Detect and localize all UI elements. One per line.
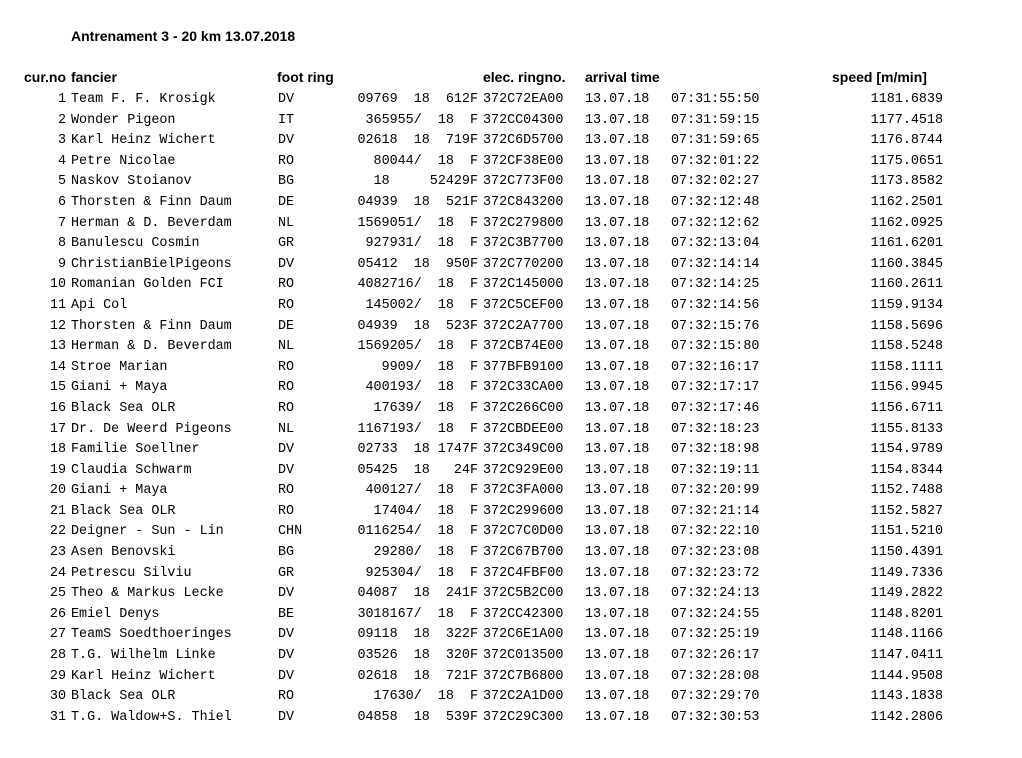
arrival-date: 13.07.18 — [585, 421, 650, 437]
fancier-name: Black Sea OLR — [71, 689, 176, 705]
arrival-date: 13.07.18 — [585, 565, 650, 581]
row-number: 31 — [49, 709, 66, 725]
arrival-time: 07:32:18:23 — [671, 421, 760, 437]
elec-ringno: 372C2A7700 — [483, 318, 564, 334]
country-code: DV — [278, 648, 295, 664]
column-header-arrival-time: arrival time — [585, 69, 660, 85]
foot-ring: 1167193/ 18 F — [357, 421, 478, 437]
arrival-time: 07:31:59:65 — [671, 133, 760, 149]
country-code: DV — [278, 668, 295, 684]
fancier-name: Romanian Golden FCI — [71, 277, 224, 293]
elec-ringno: 372C349C00 — [483, 442, 564, 458]
arrival-date: 13.07.18 — [585, 483, 650, 499]
table-row — [0, 90, 1022, 111]
foot-ring: 03526 18 320F — [357, 648, 478, 664]
arrival-time: 07:32:16:17 — [671, 359, 760, 375]
country-code: DV — [278, 586, 295, 602]
column-header-no: cur.no — [24, 69, 67, 85]
arrival-date: 13.07.18 — [585, 153, 650, 169]
row-number: 16 — [49, 400, 66, 416]
elec-ringno: 372C3B7700 — [483, 236, 564, 252]
arrival-date: 13.07.18 — [585, 442, 650, 458]
row-number: 2 — [57, 112, 66, 128]
foot-ring: 17630/ 18 F — [373, 689, 478, 705]
arrival-time: 07:31:55:50 — [671, 92, 760, 107]
fancier-name: Giani + Maya — [71, 380, 168, 396]
speed-value: 1149.2822 — [870, 586, 943, 602]
elec-ringno: 372C67B700 — [483, 545, 564, 561]
foot-ring: 04087 18 241F — [357, 586, 478, 602]
table-row — [0, 502, 1022, 523]
speed-value: 1154.9789 — [870, 442, 943, 458]
row-number: 5 — [57, 174, 66, 190]
arrival-time: 07:32:15:76 — [671, 318, 760, 334]
speed-value: 1147.0411 — [870, 648, 943, 664]
fancier-name: Petrescu Silviu — [71, 565, 192, 581]
foot-ring: 1569051/ 18 F — [357, 215, 478, 231]
elec-ringno: 377BFB9100 — [483, 359, 564, 375]
fancier-name: Emiel Denys — [71, 606, 160, 622]
speed-value: 1151.5210 — [870, 524, 943, 540]
country-code: DV — [278, 92, 295, 107]
fancier-name: Petre Nicolae — [71, 153, 176, 169]
foot-ring: 04939 18 523F — [357, 318, 478, 334]
table-row — [0, 234, 1022, 255]
foot-ring: 04939 18 521F — [357, 194, 478, 210]
country-code: GR — [278, 565, 295, 581]
speed-value: 1175.0651 — [870, 153, 943, 169]
speed-value: 1144.9508 — [870, 668, 943, 684]
fancier-name: Claudia Schwarm — [71, 462, 192, 478]
country-code: NL — [278, 421, 295, 437]
arrival-date: 13.07.18 — [585, 462, 650, 478]
fancier-name: T.G. Waldow+S. Thiel — [71, 709, 232, 725]
speed-value: 1149.7336 — [870, 565, 943, 581]
arrival-date: 13.07.18 — [585, 215, 650, 231]
speed-value: 1162.2501 — [870, 194, 943, 210]
country-code: IT — [278, 112, 295, 128]
arrival-time: 07:32:19:11 — [671, 462, 760, 478]
row-number: 6 — [57, 194, 66, 210]
foot-ring: 29280/ 18 F — [373, 545, 478, 561]
row-number: 9 — [57, 256, 66, 272]
arrival-date: 13.07.18 — [585, 92, 650, 107]
speed-value: 1173.8582 — [870, 174, 943, 190]
arrival-time: 07:32:30:53 — [671, 709, 760, 725]
speed-value: 1155.8133 — [870, 421, 943, 437]
foot-ring: 0116254/ 18 F — [357, 524, 478, 540]
speed-value: 1156.9945 — [870, 380, 943, 396]
speed-value: 1148.1166 — [870, 627, 943, 643]
row-number: 12 — [49, 318, 66, 334]
results-table — [0, 90, 1022, 728]
row-number: 18 — [49, 442, 66, 458]
table-row — [0, 152, 1022, 173]
speed-value: 1152.7488 — [870, 483, 943, 499]
country-code: DE — [278, 318, 295, 334]
row-number: 25 — [49, 586, 66, 602]
elec-ringno: 372CC04300 — [483, 112, 564, 128]
country-code: BG — [278, 545, 295, 561]
elec-ringno: 372C773F00 — [483, 174, 564, 190]
arrival-date: 13.07.18 — [585, 709, 650, 725]
arrival-time: 07:32:29:70 — [671, 689, 760, 705]
table-row — [0, 625, 1022, 646]
table-row — [0, 522, 1022, 543]
table-row — [0, 275, 1022, 296]
elec-ringno: 372C299600 — [483, 503, 564, 519]
elec-ringno: 372CC42300 — [483, 606, 564, 622]
fancier-name: Giani + Maya — [71, 483, 168, 499]
arrival-time: 07:32:24:13 — [671, 586, 760, 602]
foot-ring: 02618 18 721F — [357, 668, 478, 684]
arrival-date: 13.07.18 — [585, 359, 650, 375]
table-row — [0, 646, 1022, 667]
arrival-time: 07:32:24:55 — [671, 606, 760, 622]
foot-ring: 1569205/ 18 F — [357, 339, 478, 355]
speed-value: 1150.4391 — [870, 545, 943, 561]
arrival-date: 13.07.18 — [585, 586, 650, 602]
arrival-date: 13.07.18 — [585, 174, 650, 190]
country-code: DV — [278, 133, 295, 149]
speed-value: 1160.2611 — [870, 277, 943, 293]
table-row — [0, 378, 1022, 399]
arrival-date: 13.07.18 — [585, 524, 650, 540]
speed-value: 1143.1838 — [870, 689, 943, 705]
arrival-time: 07:32:15:80 — [671, 339, 760, 355]
arrival-time: 07:32:17:46 — [671, 400, 760, 416]
speed-value: 1158.5696 — [870, 318, 943, 334]
table-row — [0, 605, 1022, 626]
country-code: NL — [278, 339, 295, 355]
fancier-name: Black Sea OLR — [71, 503, 176, 519]
foot-ring: 05425 18 24F — [357, 462, 478, 478]
arrival-time: 07:32:12:48 — [671, 194, 760, 210]
elec-ringno: 372C013500 — [483, 648, 564, 664]
country-code: DV — [278, 256, 295, 272]
foot-ring: 4082716/ 18 F — [357, 277, 478, 293]
speed-value: 1152.5827 — [870, 503, 943, 519]
row-number: 27 — [49, 627, 66, 643]
foot-ring: 925304/ 18 F — [365, 565, 478, 581]
arrival-time: 07:32:13:04 — [671, 236, 760, 252]
arrival-time: 07:32:02:27 — [671, 174, 760, 190]
elec-ringno: 372C266C00 — [483, 400, 564, 416]
elec-ringno: 372C72EA00 — [483, 92, 564, 107]
foot-ring: 09118 18 322F — [357, 627, 478, 643]
speed-value: 1181.6839 — [870, 92, 943, 107]
arrival-date: 13.07.18 — [585, 256, 650, 272]
table-row — [0, 399, 1022, 420]
foot-ring: 927931/ 18 F — [365, 236, 478, 252]
elec-ringno: 372C2A1D00 — [483, 689, 564, 705]
fancier-name: Deigner - Sun - Lin — [71, 524, 224, 540]
fancier-name: Stroe Marian — [71, 359, 168, 375]
fancier-name: Banulescu Cosmin — [71, 236, 200, 252]
country-code: DV — [278, 442, 295, 458]
country-code: GR — [278, 236, 295, 252]
speed-value: 1176.8744 — [870, 133, 943, 149]
country-code: NL — [278, 215, 295, 231]
fancier-name: Karl Heinz Wichert — [71, 668, 216, 684]
fancier-name: Asen Benovski — [71, 545, 176, 561]
foot-ring: 02733 18 1747F — [357, 442, 478, 458]
fancier-name: Naskov Stoianov — [71, 174, 192, 190]
speed-value: 1160.3845 — [870, 256, 943, 272]
elec-ringno: 372C6D5700 — [483, 133, 564, 149]
row-number: 30 — [49, 689, 66, 705]
speed-value: 1162.0925 — [870, 215, 943, 231]
arrival-time: 07:32:26:17 — [671, 648, 760, 664]
row-number: 28 — [49, 648, 66, 664]
fancier-name: Team F. F. Krosigk — [71, 92, 216, 107]
elec-ringno: 372C279800 — [483, 215, 564, 231]
row-number: 24 — [49, 565, 66, 581]
arrival-time: 07:32:21:14 — [671, 503, 760, 519]
speed-value: 1158.1111 — [870, 359, 943, 375]
speed-value: 1142.2806 — [870, 709, 943, 725]
foot-ring: 3018167/ 18 F — [357, 606, 478, 622]
arrival-date: 13.07.18 — [585, 297, 650, 313]
elec-ringno: 372C6E1A00 — [483, 627, 564, 643]
elec-ringno: 372C5CEF00 — [483, 297, 564, 313]
arrival-date: 13.07.18 — [585, 606, 650, 622]
fancier-name: T.G. Wilhelm Linke — [71, 648, 216, 664]
column-header-fancier: fancier — [71, 69, 117, 85]
arrival-time: 07:32:20:99 — [671, 483, 760, 499]
fancier-name: Herman & D. Beverdam — [71, 339, 232, 355]
speed-value: 1156.6711 — [870, 400, 943, 416]
table-row — [0, 687, 1022, 708]
country-code: BE — [278, 606, 295, 622]
arrival-date: 13.07.18 — [585, 503, 650, 519]
fancier-name: Thorsten & Finn Daum — [71, 318, 232, 334]
foot-ring: 145002/ 18 F — [365, 297, 478, 313]
country-code: BG — [278, 174, 295, 190]
table-row — [0, 584, 1022, 605]
arrival-time: 07:31:59:15 — [671, 112, 760, 128]
arrival-date: 13.07.18 — [585, 277, 650, 293]
foot-ring: 17404/ 18 F — [373, 503, 478, 519]
arrival-time: 07:32:23:72 — [671, 565, 760, 581]
country-code: DE — [278, 194, 295, 210]
arrival-time: 07:32:28:08 — [671, 668, 760, 684]
table-row — [0, 296, 1022, 317]
foot-ring: 18 52429F — [373, 174, 478, 190]
elec-ringno: 372C145000 — [483, 277, 564, 293]
arrival-time: 07:32:18:98 — [671, 442, 760, 458]
country-code: RO — [278, 483, 295, 499]
arrival-time: 07:32:14:56 — [671, 297, 760, 313]
arrival-date: 13.07.18 — [585, 668, 650, 684]
elec-ringno: 372C7B6800 — [483, 668, 564, 684]
row-number: 4 — [57, 153, 66, 169]
country-code: DV — [278, 462, 295, 478]
arrival-time: 07:32:14:25 — [671, 277, 760, 293]
row-number: 13 — [49, 339, 66, 355]
elec-ringno: 372C7C0D00 — [483, 524, 564, 540]
country-code: RO — [278, 277, 295, 293]
arrival-date: 13.07.18 — [585, 380, 650, 396]
country-code: DV — [278, 627, 295, 643]
column-header-elec-ringno: elec. ringno. — [483, 69, 566, 85]
table-row — [0, 111, 1022, 132]
row-number: 1 — [57, 92, 66, 107]
foot-ring: 365955/ 18 F — [365, 112, 478, 128]
fancier-name: ChristianBielPigeons — [71, 256, 232, 272]
column-header-speed: speed [m/min] — [832, 69, 927, 85]
row-number: 23 — [49, 545, 66, 561]
fancier-name: Thorsten & Finn Daum — [71, 194, 232, 210]
row-number: 15 — [49, 380, 66, 396]
row-number: 8 — [57, 236, 66, 252]
country-code: RO — [278, 380, 295, 396]
arrival-date: 13.07.18 — [585, 112, 650, 128]
row-number: 21 — [49, 503, 66, 519]
foot-ring: 02618 18 719F — [357, 133, 478, 149]
country-code: RO — [278, 153, 295, 169]
table-row — [0, 481, 1022, 502]
table-row — [0, 564, 1022, 585]
table-row — [0, 172, 1022, 193]
elec-ringno: 372C929E00 — [483, 462, 564, 478]
report-title: Antrenament 3 - 20 km 13.07.2018 — [71, 28, 296, 44]
table-row — [0, 317, 1022, 338]
foot-ring: 09769 18 612F — [357, 92, 478, 107]
elec-ringno: 372C5B2C00 — [483, 586, 564, 602]
country-code: RO — [278, 503, 295, 519]
speed-value: 1158.5248 — [870, 339, 943, 355]
fancier-name: TeamS Soedthoeringes — [71, 627, 232, 643]
elec-ringno: 372C4FBF00 — [483, 565, 564, 581]
table-row — [0, 131, 1022, 152]
fancier-name: Karl Heinz Wichert — [71, 133, 216, 149]
elec-ringno: 372C843200 — [483, 194, 564, 210]
country-code: RO — [278, 359, 295, 375]
arrival-time: 07:32:12:62 — [671, 215, 760, 231]
fancier-name: Dr. De Weerd Pigeons — [71, 421, 232, 437]
table-row — [0, 337, 1022, 358]
row-number: 7 — [57, 215, 66, 231]
row-number: 17 — [49, 421, 66, 437]
foot-ring: 80044/ 18 F — [373, 153, 478, 169]
table-row — [0, 440, 1022, 461]
country-code: RO — [278, 400, 295, 416]
row-number: 3 — [57, 133, 66, 149]
table-row — [0, 358, 1022, 379]
fancier-name: Api Col — [71, 297, 128, 313]
table-row — [0, 461, 1022, 482]
arrival-time: 07:32:14:14 — [671, 256, 760, 272]
table-row — [0, 193, 1022, 214]
row-number: 11 — [49, 297, 66, 313]
country-code: CHN — [278, 524, 303, 540]
elec-ringno: 372C770200 — [483, 256, 564, 272]
speed-value: 1148.8201 — [870, 606, 943, 622]
arrival-date: 13.07.18 — [585, 339, 650, 355]
table-row — [0, 420, 1022, 441]
table-row — [0, 667, 1022, 688]
table-row — [0, 255, 1022, 276]
arrival-time: 07:32:25:19 — [671, 627, 760, 643]
row-number: 26 — [49, 606, 66, 622]
fancier-name: Theo & Markus Lecke — [71, 586, 224, 602]
arrival-time: 07:32:23:08 — [671, 545, 760, 561]
foot-ring: 17639/ 18 F — [373, 400, 478, 416]
table-row — [0, 214, 1022, 235]
arrival-date: 13.07.18 — [585, 133, 650, 149]
elec-ringno: 372CB74E00 — [483, 339, 564, 355]
arrival-date: 13.07.18 — [585, 648, 650, 664]
column-header-foot-ring: foot ring — [277, 69, 334, 85]
arrival-date: 13.07.18 — [585, 627, 650, 643]
row-number: 22 — [49, 524, 66, 540]
row-number: 20 — [49, 483, 66, 499]
arrival-date: 13.07.18 — [585, 545, 650, 561]
speed-value: 1161.6201 — [870, 236, 943, 252]
row-number: 19 — [49, 462, 66, 478]
speed-value: 1177.4518 — [870, 112, 943, 128]
fancier-name: Wonder Pigeon — [71, 112, 176, 128]
foot-ring: 9909/ 18 F — [381, 359, 478, 375]
foot-ring: 400127/ 18 F — [365, 483, 478, 499]
arrival-time: 07:32:01:22 — [671, 153, 760, 169]
speed-value: 1159.9134 — [870, 297, 943, 313]
arrival-date: 13.07.18 — [585, 689, 650, 705]
table-row — [0, 708, 1022, 729]
arrival-time: 07:32:17:17 — [671, 380, 760, 396]
speed-value: 1154.8344 — [870, 462, 943, 478]
country-code: DV — [278, 709, 295, 725]
elec-ringno: 372CF38E00 — [483, 153, 564, 169]
fancier-name: Familie Soellner — [71, 442, 200, 458]
country-code: RO — [278, 297, 295, 313]
foot-ring: 05412 18 950F — [357, 256, 478, 272]
fancier-name: Herman & D. Beverdam — [71, 215, 232, 231]
foot-ring: 400193/ 18 F — [365, 380, 478, 396]
foot-ring: 04858 18 539F — [357, 709, 478, 725]
elec-ringno: 372C33CA00 — [483, 380, 564, 396]
arrival-date: 13.07.18 — [585, 318, 650, 334]
elec-ringno: 372C3FA000 — [483, 483, 564, 499]
row-number: 10 — [49, 277, 66, 293]
country-code: RO — [278, 689, 295, 705]
elec-ringno: 372C29C300 — [483, 709, 564, 725]
row-number: 29 — [49, 668, 66, 684]
arrival-date: 13.07.18 — [585, 400, 650, 416]
arrival-date: 13.07.18 — [585, 194, 650, 210]
table-row — [0, 543, 1022, 564]
fancier-name: Black Sea OLR — [71, 400, 176, 416]
row-number: 14 — [49, 359, 66, 375]
arrival-time: 07:32:22:10 — [671, 524, 760, 540]
arrival-date: 13.07.18 — [585, 236, 650, 252]
elec-ringno: 372CBDEE00 — [483, 421, 564, 437]
